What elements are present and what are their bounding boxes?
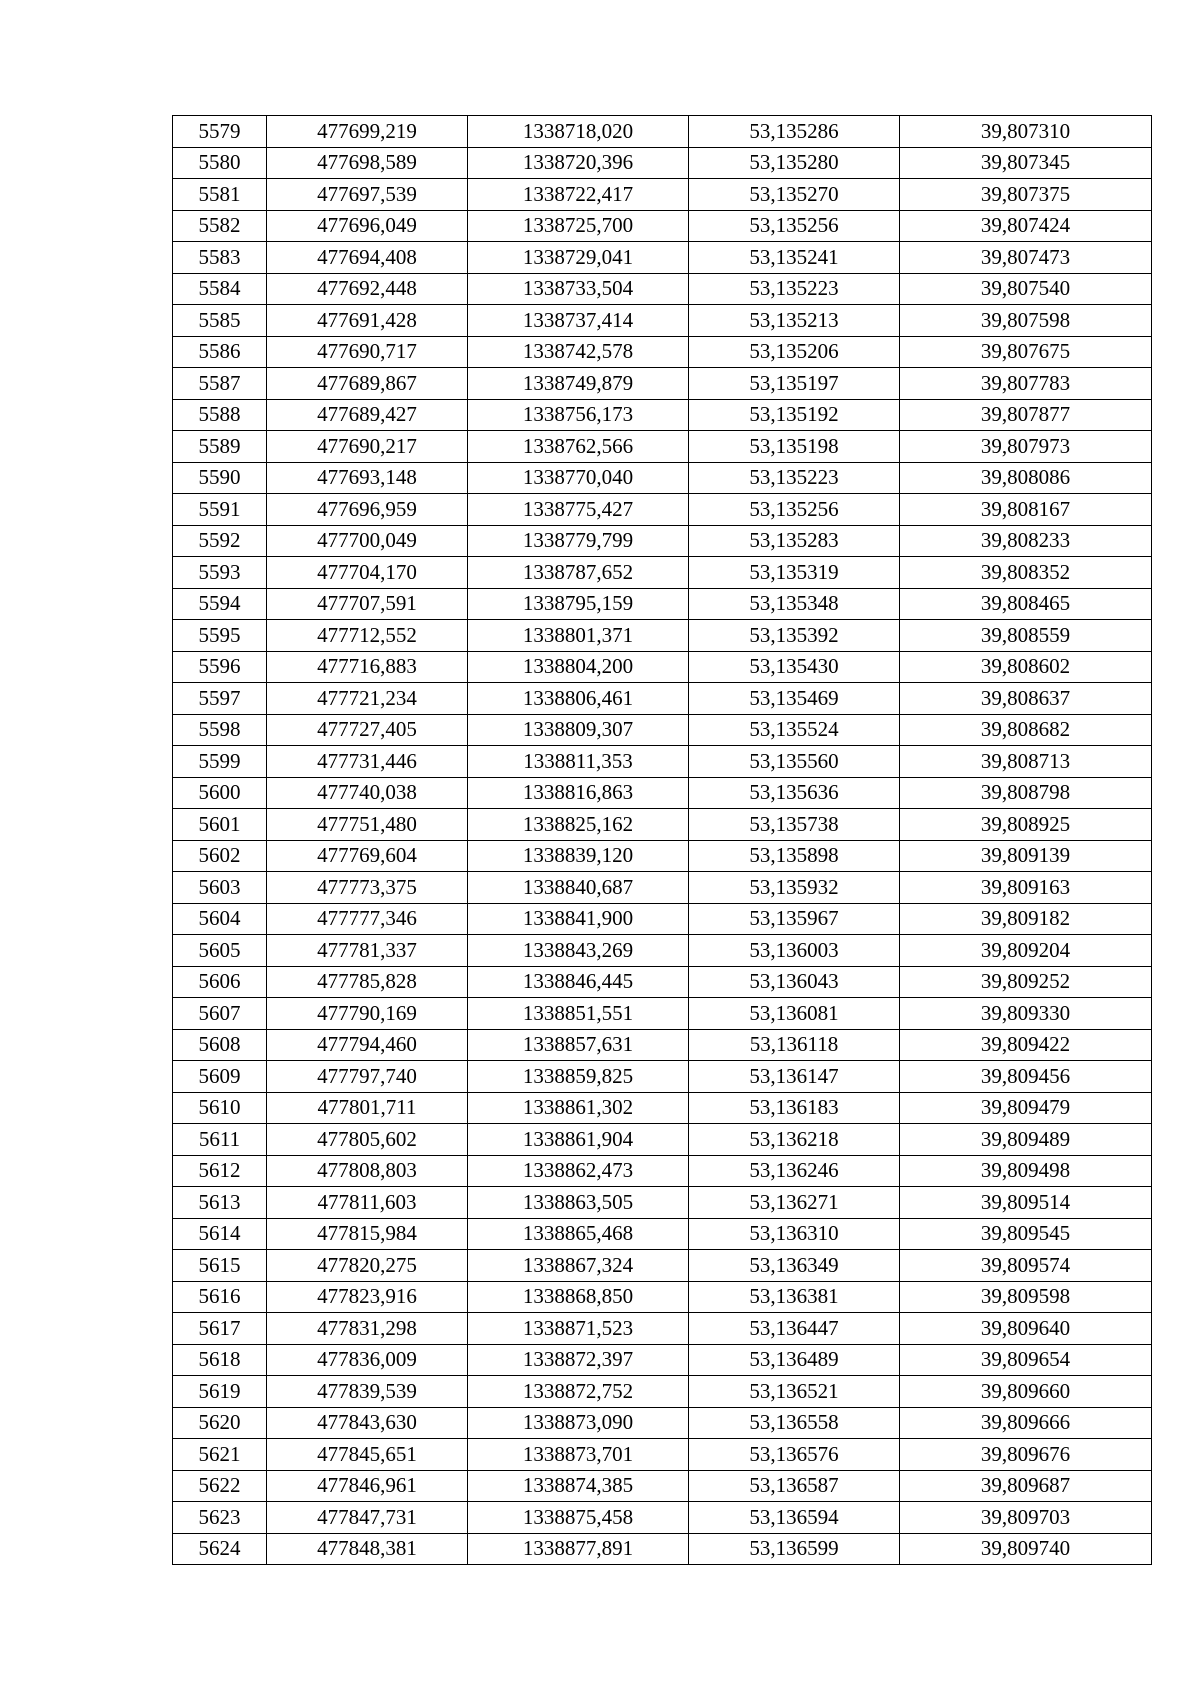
latitude-cell: 53,135319 bbox=[689, 557, 900, 589]
table-row bbox=[173, 903, 1152, 935]
table-row bbox=[173, 242, 1152, 274]
longitude-cell: 39,808086 bbox=[900, 462, 1152, 494]
table-row bbox=[173, 431, 1152, 463]
table-row bbox=[173, 116, 1152, 148]
point-number-cell: 5606 bbox=[173, 966, 267, 998]
x-coordinate-cell: 477785,828 bbox=[267, 966, 468, 998]
y-coordinate-cell: 1338865,468 bbox=[468, 1218, 689, 1250]
latitude-cell: 53,135270 bbox=[689, 179, 900, 211]
longitude-cell: 39,809666 bbox=[900, 1407, 1152, 1439]
table-row bbox=[173, 557, 1152, 589]
table-row bbox=[173, 840, 1152, 872]
latitude-cell: 53,135241 bbox=[689, 242, 900, 274]
point-number-cell: 5613 bbox=[173, 1187, 267, 1219]
longitude-cell: 39,808233 bbox=[900, 525, 1152, 557]
y-coordinate-cell: 1338729,041 bbox=[468, 242, 689, 274]
longitude-cell: 39,808798 bbox=[900, 777, 1152, 809]
point-number-cell: 5602 bbox=[173, 840, 267, 872]
point-number-cell: 5596 bbox=[173, 651, 267, 683]
x-coordinate-cell: 477781,337 bbox=[267, 935, 468, 967]
y-coordinate-cell: 1338861,302 bbox=[468, 1092, 689, 1124]
latitude-cell: 53,136521 bbox=[689, 1376, 900, 1408]
y-coordinate-cell: 1338867,324 bbox=[468, 1250, 689, 1282]
y-coordinate-cell: 1338841,900 bbox=[468, 903, 689, 935]
point-number-cell: 5610 bbox=[173, 1092, 267, 1124]
longitude-cell: 39,809163 bbox=[900, 872, 1152, 904]
latitude-cell: 53,135283 bbox=[689, 525, 900, 557]
point-number-cell: 5587 bbox=[173, 368, 267, 400]
longitude-cell: 39,809252 bbox=[900, 966, 1152, 998]
latitude-cell: 53,135469 bbox=[689, 683, 900, 715]
latitude-cell: 53,136599 bbox=[689, 1533, 900, 1565]
longitude-cell: 39,808559 bbox=[900, 620, 1152, 652]
table-row bbox=[173, 1250, 1152, 1282]
latitude-cell: 53,136594 bbox=[689, 1502, 900, 1534]
longitude-cell: 39,809687 bbox=[900, 1470, 1152, 1502]
point-number-cell: 5609 bbox=[173, 1061, 267, 1093]
latitude-cell: 53,136576 bbox=[689, 1439, 900, 1471]
longitude-cell: 39,809703 bbox=[900, 1502, 1152, 1534]
x-coordinate-cell: 477693,148 bbox=[267, 462, 468, 494]
x-coordinate-cell: 477846,961 bbox=[267, 1470, 468, 1502]
latitude-cell: 53,136349 bbox=[689, 1250, 900, 1282]
x-coordinate-cell: 477797,740 bbox=[267, 1061, 468, 1093]
latitude-cell: 53,135223 bbox=[689, 273, 900, 305]
latitude-cell: 53,136043 bbox=[689, 966, 900, 998]
x-coordinate-cell: 477691,428 bbox=[267, 305, 468, 337]
x-coordinate-cell: 477697,539 bbox=[267, 179, 468, 211]
point-number-cell: 5601 bbox=[173, 809, 267, 841]
y-coordinate-cell: 1338825,162 bbox=[468, 809, 689, 841]
table-row bbox=[173, 336, 1152, 368]
point-number-cell: 5589 bbox=[173, 431, 267, 463]
point-number-cell: 5603 bbox=[173, 872, 267, 904]
y-coordinate-cell: 1338843,269 bbox=[468, 935, 689, 967]
table-row bbox=[173, 1029, 1152, 1061]
latitude-cell: 53,135967 bbox=[689, 903, 900, 935]
table-row bbox=[173, 1092, 1152, 1124]
x-coordinate-cell: 477848,381 bbox=[267, 1533, 468, 1565]
point-number-cell: 5598 bbox=[173, 714, 267, 746]
longitude-cell: 39,809479 bbox=[900, 1092, 1152, 1124]
table-row bbox=[173, 620, 1152, 652]
point-number-cell: 5580 bbox=[173, 147, 267, 179]
point-number-cell: 5590 bbox=[173, 462, 267, 494]
point-number-cell: 5599 bbox=[173, 746, 267, 778]
longitude-cell: 39,809660 bbox=[900, 1376, 1152, 1408]
table-row bbox=[173, 1187, 1152, 1219]
longitude-cell: 39,807540 bbox=[900, 273, 1152, 305]
x-coordinate-cell: 477689,867 bbox=[267, 368, 468, 400]
point-number-cell: 5616 bbox=[173, 1281, 267, 1313]
longitude-cell: 39,807973 bbox=[900, 431, 1152, 463]
point-number-cell: 5600 bbox=[173, 777, 267, 809]
latitude-cell: 53,135286 bbox=[689, 116, 900, 148]
table-row bbox=[173, 1061, 1152, 1093]
longitude-cell: 39,808637 bbox=[900, 683, 1152, 715]
x-coordinate-cell: 477843,630 bbox=[267, 1407, 468, 1439]
latitude-cell: 53,136003 bbox=[689, 935, 900, 967]
table-row bbox=[173, 714, 1152, 746]
longitude-cell: 39,808713 bbox=[900, 746, 1152, 778]
y-coordinate-cell: 1338762,566 bbox=[468, 431, 689, 463]
latitude-cell: 53,135280 bbox=[689, 147, 900, 179]
y-coordinate-cell: 1338733,504 bbox=[468, 273, 689, 305]
longitude-cell: 39,809182 bbox=[900, 903, 1152, 935]
point-number-cell: 5618 bbox=[173, 1344, 267, 1376]
x-coordinate-cell: 477773,375 bbox=[267, 872, 468, 904]
longitude-cell: 39,808352 bbox=[900, 557, 1152, 589]
y-coordinate-cell: 1338872,752 bbox=[468, 1376, 689, 1408]
x-coordinate-cell: 477820,275 bbox=[267, 1250, 468, 1282]
table-row bbox=[173, 777, 1152, 809]
longitude-cell: 39,809545 bbox=[900, 1218, 1152, 1250]
longitude-cell: 39,809422 bbox=[900, 1029, 1152, 1061]
longitude-cell: 39,809489 bbox=[900, 1124, 1152, 1156]
table-row bbox=[173, 273, 1152, 305]
x-coordinate-cell: 477769,604 bbox=[267, 840, 468, 872]
latitude-cell: 53,135560 bbox=[689, 746, 900, 778]
table-row bbox=[173, 746, 1152, 778]
y-coordinate-cell: 1338816,863 bbox=[468, 777, 689, 809]
longitude-cell: 39,809330 bbox=[900, 998, 1152, 1030]
table-row bbox=[173, 1533, 1152, 1565]
longitude-cell: 39,807877 bbox=[900, 399, 1152, 431]
table-row bbox=[173, 1344, 1152, 1376]
y-coordinate-cell: 1338873,701 bbox=[468, 1439, 689, 1471]
point-number-cell: 5593 bbox=[173, 557, 267, 589]
x-coordinate-cell: 477740,038 bbox=[267, 777, 468, 809]
x-coordinate-cell: 477696,049 bbox=[267, 210, 468, 242]
latitude-cell: 53,135524 bbox=[689, 714, 900, 746]
latitude-cell: 53,135738 bbox=[689, 809, 900, 841]
x-coordinate-cell: 477794,460 bbox=[267, 1029, 468, 1061]
latitude-cell: 53,135898 bbox=[689, 840, 900, 872]
point-number-cell: 5597 bbox=[173, 683, 267, 715]
table-row bbox=[173, 494, 1152, 526]
y-coordinate-cell: 1338775,427 bbox=[468, 494, 689, 526]
table-row bbox=[173, 1155, 1152, 1187]
table-row bbox=[173, 998, 1152, 1030]
y-coordinate-cell: 1338795,159 bbox=[468, 588, 689, 620]
x-coordinate-cell: 477696,959 bbox=[267, 494, 468, 526]
point-number-cell: 5605 bbox=[173, 935, 267, 967]
point-number-cell: 5579 bbox=[173, 116, 267, 148]
coordinate-table bbox=[172, 115, 1152, 1565]
x-coordinate-cell: 477823,916 bbox=[267, 1281, 468, 1313]
longitude-cell: 39,807473 bbox=[900, 242, 1152, 274]
longitude-cell: 39,809204 bbox=[900, 935, 1152, 967]
point-number-cell: 5584 bbox=[173, 273, 267, 305]
table-row bbox=[173, 1376, 1152, 1408]
latitude-cell: 53,135206 bbox=[689, 336, 900, 368]
latitude-cell: 53,136246 bbox=[689, 1155, 900, 1187]
x-coordinate-cell: 477721,234 bbox=[267, 683, 468, 715]
x-coordinate-cell: 477777,346 bbox=[267, 903, 468, 935]
latitude-cell: 53,136587 bbox=[689, 1470, 900, 1502]
y-coordinate-cell: 1338871,523 bbox=[468, 1313, 689, 1345]
point-number-cell: 5622 bbox=[173, 1470, 267, 1502]
longitude-cell: 39,809640 bbox=[900, 1313, 1152, 1345]
table-row bbox=[173, 1218, 1152, 1250]
latitude-cell: 53,136310 bbox=[689, 1218, 900, 1250]
latitude-cell: 53,135223 bbox=[689, 462, 900, 494]
x-coordinate-cell: 477847,731 bbox=[267, 1502, 468, 1534]
point-number-cell: 5617 bbox=[173, 1313, 267, 1345]
table-row bbox=[173, 179, 1152, 211]
x-coordinate-cell: 477700,049 bbox=[267, 525, 468, 557]
x-coordinate-cell: 477808,803 bbox=[267, 1155, 468, 1187]
point-number-cell: 5585 bbox=[173, 305, 267, 337]
x-coordinate-cell: 477690,217 bbox=[267, 431, 468, 463]
x-coordinate-cell: 477805,602 bbox=[267, 1124, 468, 1156]
longitude-cell: 39,807598 bbox=[900, 305, 1152, 337]
table-row bbox=[173, 1407, 1152, 1439]
x-coordinate-cell: 477751,480 bbox=[267, 809, 468, 841]
x-coordinate-cell: 477845,651 bbox=[267, 1439, 468, 1471]
y-coordinate-cell: 1338718,020 bbox=[468, 116, 689, 148]
point-number-cell: 5604 bbox=[173, 903, 267, 935]
table-row bbox=[173, 462, 1152, 494]
longitude-cell: 39,809676 bbox=[900, 1439, 1152, 1471]
y-coordinate-cell: 1338804,200 bbox=[468, 651, 689, 683]
table-row bbox=[173, 1281, 1152, 1313]
table-row bbox=[173, 1502, 1152, 1534]
point-number-cell: 5615 bbox=[173, 1250, 267, 1282]
y-coordinate-cell: 1338787,652 bbox=[468, 557, 689, 589]
table-row bbox=[173, 588, 1152, 620]
longitude-cell: 39,809498 bbox=[900, 1155, 1152, 1187]
y-coordinate-cell: 1338859,825 bbox=[468, 1061, 689, 1093]
x-coordinate-cell: 477707,591 bbox=[267, 588, 468, 620]
point-number-cell: 5621 bbox=[173, 1439, 267, 1471]
y-coordinate-cell: 1338749,879 bbox=[468, 368, 689, 400]
table-row bbox=[173, 809, 1152, 841]
longitude-cell: 39,808167 bbox=[900, 494, 1152, 526]
y-coordinate-cell: 1338840,687 bbox=[468, 872, 689, 904]
x-coordinate-cell: 477690,717 bbox=[267, 336, 468, 368]
latitude-cell: 53,136147 bbox=[689, 1061, 900, 1093]
point-number-cell: 5607 bbox=[173, 998, 267, 1030]
table-row bbox=[173, 210, 1152, 242]
longitude-cell: 39,809514 bbox=[900, 1187, 1152, 1219]
longitude-cell: 39,809574 bbox=[900, 1250, 1152, 1282]
point-number-cell: 5614 bbox=[173, 1218, 267, 1250]
longitude-cell: 39,809456 bbox=[900, 1061, 1152, 1093]
table-row bbox=[173, 368, 1152, 400]
x-coordinate-cell: 477698,589 bbox=[267, 147, 468, 179]
point-number-cell: 5591 bbox=[173, 494, 267, 526]
y-coordinate-cell: 1338737,414 bbox=[468, 305, 689, 337]
latitude-cell: 53,135348 bbox=[689, 588, 900, 620]
longitude-cell: 39,809654 bbox=[900, 1344, 1152, 1376]
y-coordinate-cell: 1338872,397 bbox=[468, 1344, 689, 1376]
table-row bbox=[173, 1313, 1152, 1345]
table-row bbox=[173, 1439, 1152, 1471]
latitude-cell: 53,135256 bbox=[689, 210, 900, 242]
y-coordinate-cell: 1338873,090 bbox=[468, 1407, 689, 1439]
latitude-cell: 53,135932 bbox=[689, 872, 900, 904]
point-number-cell: 5612 bbox=[173, 1155, 267, 1187]
x-coordinate-cell: 477839,539 bbox=[267, 1376, 468, 1408]
point-number-cell: 5594 bbox=[173, 588, 267, 620]
y-coordinate-cell: 1338846,445 bbox=[468, 966, 689, 998]
latitude-cell: 53,135198 bbox=[689, 431, 900, 463]
y-coordinate-cell: 1338742,578 bbox=[468, 336, 689, 368]
longitude-cell: 39,807345 bbox=[900, 147, 1152, 179]
longitude-cell: 39,809740 bbox=[900, 1533, 1152, 1565]
table-row bbox=[173, 1124, 1152, 1156]
longitude-cell: 39,807310 bbox=[900, 116, 1152, 148]
y-coordinate-cell: 1338756,173 bbox=[468, 399, 689, 431]
point-number-cell: 5623 bbox=[173, 1502, 267, 1534]
x-coordinate-cell: 477801,711 bbox=[267, 1092, 468, 1124]
latitude-cell: 53,136183 bbox=[689, 1092, 900, 1124]
table-row bbox=[173, 683, 1152, 715]
y-coordinate-cell: 1338875,458 bbox=[468, 1502, 689, 1534]
x-coordinate-cell: 477712,552 bbox=[267, 620, 468, 652]
longitude-cell: 39,807424 bbox=[900, 210, 1152, 242]
y-coordinate-cell: 1338722,417 bbox=[468, 179, 689, 211]
latitude-cell: 53,136558 bbox=[689, 1407, 900, 1439]
latitude-cell: 53,135213 bbox=[689, 305, 900, 337]
latitude-cell: 53,135256 bbox=[689, 494, 900, 526]
longitude-cell: 39,808602 bbox=[900, 651, 1152, 683]
point-number-cell: 5588 bbox=[173, 399, 267, 431]
x-coordinate-cell: 477694,408 bbox=[267, 242, 468, 274]
latitude-cell: 53,135430 bbox=[689, 651, 900, 683]
x-coordinate-cell: 477831,298 bbox=[267, 1313, 468, 1345]
longitude-cell: 39,808465 bbox=[900, 588, 1152, 620]
y-coordinate-cell: 1338851,551 bbox=[468, 998, 689, 1030]
table-row bbox=[173, 651, 1152, 683]
point-number-cell: 5586 bbox=[173, 336, 267, 368]
coordinate-table-body bbox=[173, 116, 1152, 1565]
x-coordinate-cell: 477692,448 bbox=[267, 273, 468, 305]
x-coordinate-cell: 477731,446 bbox=[267, 746, 468, 778]
latitude-cell: 53,136118 bbox=[689, 1029, 900, 1061]
y-coordinate-cell: 1338868,850 bbox=[468, 1281, 689, 1313]
x-coordinate-cell: 477727,405 bbox=[267, 714, 468, 746]
latitude-cell: 53,135636 bbox=[689, 777, 900, 809]
x-coordinate-cell: 477790,169 bbox=[267, 998, 468, 1030]
table-row bbox=[173, 525, 1152, 557]
latitude-cell: 53,136489 bbox=[689, 1344, 900, 1376]
x-coordinate-cell: 477689,427 bbox=[267, 399, 468, 431]
longitude-cell: 39,807783 bbox=[900, 368, 1152, 400]
point-number-cell: 5582 bbox=[173, 210, 267, 242]
x-coordinate-cell: 477704,170 bbox=[267, 557, 468, 589]
longitude-cell: 39,808682 bbox=[900, 714, 1152, 746]
x-coordinate-cell: 477716,883 bbox=[267, 651, 468, 683]
longitude-cell: 39,808925 bbox=[900, 809, 1152, 841]
longitude-cell: 39,809598 bbox=[900, 1281, 1152, 1313]
y-coordinate-cell: 1338877,891 bbox=[468, 1533, 689, 1565]
point-number-cell: 5624 bbox=[173, 1533, 267, 1565]
point-number-cell: 5619 bbox=[173, 1376, 267, 1408]
latitude-cell: 53,135197 bbox=[689, 368, 900, 400]
y-coordinate-cell: 1338839,120 bbox=[468, 840, 689, 872]
longitude-cell: 39,809139 bbox=[900, 840, 1152, 872]
y-coordinate-cell: 1338811,353 bbox=[468, 746, 689, 778]
x-coordinate-cell: 477699,219 bbox=[267, 116, 468, 148]
latitude-cell: 53,136271 bbox=[689, 1187, 900, 1219]
table-row bbox=[173, 1470, 1152, 1502]
latitude-cell: 53,135392 bbox=[689, 620, 900, 652]
point-number-cell: 5592 bbox=[173, 525, 267, 557]
y-coordinate-cell: 1338809,307 bbox=[468, 714, 689, 746]
point-number-cell: 5620 bbox=[173, 1407, 267, 1439]
table-row bbox=[173, 305, 1152, 337]
y-coordinate-cell: 1338806,461 bbox=[468, 683, 689, 715]
x-coordinate-cell: 477811,603 bbox=[267, 1187, 468, 1219]
table-row bbox=[173, 399, 1152, 431]
table-row bbox=[173, 147, 1152, 179]
longitude-cell: 39,807675 bbox=[900, 336, 1152, 368]
point-number-cell: 5608 bbox=[173, 1029, 267, 1061]
y-coordinate-cell: 1338801,371 bbox=[468, 620, 689, 652]
x-coordinate-cell: 477815,984 bbox=[267, 1218, 468, 1250]
latitude-cell: 53,136447 bbox=[689, 1313, 900, 1345]
table-row bbox=[173, 872, 1152, 904]
y-coordinate-cell: 1338857,631 bbox=[468, 1029, 689, 1061]
latitude-cell: 53,135192 bbox=[689, 399, 900, 431]
y-coordinate-cell: 1338720,396 bbox=[468, 147, 689, 179]
y-coordinate-cell: 1338725,700 bbox=[468, 210, 689, 242]
longitude-cell: 39,807375 bbox=[900, 179, 1152, 211]
latitude-cell: 53,136218 bbox=[689, 1124, 900, 1156]
y-coordinate-cell: 1338863,505 bbox=[468, 1187, 689, 1219]
point-number-cell: 5583 bbox=[173, 242, 267, 274]
latitude-cell: 53,136381 bbox=[689, 1281, 900, 1313]
point-number-cell: 5595 bbox=[173, 620, 267, 652]
point-number-cell: 5581 bbox=[173, 179, 267, 211]
table-row bbox=[173, 966, 1152, 998]
y-coordinate-cell: 1338779,799 bbox=[468, 525, 689, 557]
y-coordinate-cell: 1338861,904 bbox=[468, 1124, 689, 1156]
x-coordinate-cell: 477836,009 bbox=[267, 1344, 468, 1376]
table-row bbox=[173, 935, 1152, 967]
y-coordinate-cell: 1338862,473 bbox=[468, 1155, 689, 1187]
latitude-cell: 53,136081 bbox=[689, 998, 900, 1030]
y-coordinate-cell: 1338874,385 bbox=[468, 1470, 689, 1502]
point-number-cell: 5611 bbox=[173, 1124, 267, 1156]
y-coordinate-cell: 1338770,040 bbox=[468, 462, 689, 494]
